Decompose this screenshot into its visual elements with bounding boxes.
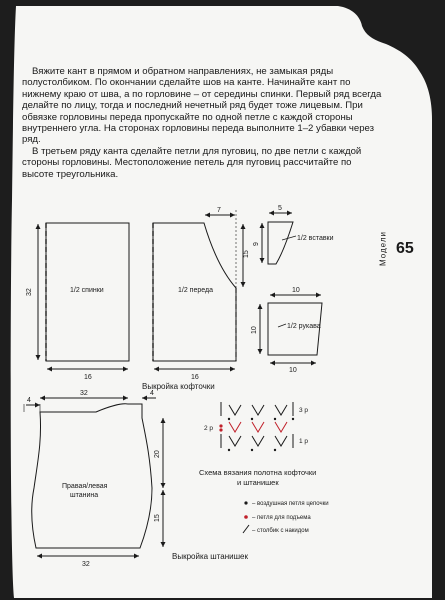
turning-stitch-icon xyxy=(244,515,248,519)
stitch-v xyxy=(252,405,264,415)
chain-dot xyxy=(292,418,294,420)
scheme-caption-line1: Схема вязания полотна кофточки xyxy=(199,468,317,477)
back-width-value: 16 xyxy=(84,374,92,381)
sleeve-leader xyxy=(278,324,286,327)
front-label: 1/2 переда xyxy=(178,287,213,294)
stitch-v-red xyxy=(275,422,287,432)
paragraph: Вяжите кант в прямом и обратном направлениях, не замыкая ряды полустолбиком. По окончании сделайте шов на канте. Начинайте кант по нижнему краю от шва, а по горловине – от середины спинки. Первый ряд всегда делайте по лицу, тогда и последний нечетный ряд будет тоже лицевым. При обвязке горловины переда пропускайте по одной петле с каждой стороны внутреннего угла. На сторонах горловины переда выполните 1–2 убавки через ряд. xyxy=(22,66,382,146)
row-2-label: 2 р xyxy=(204,425,214,432)
pants-upper-height-value: 20 xyxy=(154,450,161,458)
row-1-label: 1 р xyxy=(299,438,309,445)
stitch-v xyxy=(252,436,264,446)
sleeve-bottom-value: 10 xyxy=(289,367,297,374)
stitch-scheme xyxy=(221,402,293,448)
chain-dot xyxy=(228,418,230,420)
page-number: 65 xyxy=(396,240,414,257)
double-crochet-icon xyxy=(243,525,249,533)
insert-leader xyxy=(282,236,296,240)
pants-label-line2: штанина xyxy=(70,492,99,499)
stitch-v-red xyxy=(229,422,241,432)
neck-width-value: 7 xyxy=(217,207,221,214)
front-width-value: 16 xyxy=(191,374,199,381)
chain-dot xyxy=(274,418,276,420)
insert-piece-outline xyxy=(268,222,293,264)
stitch-v xyxy=(275,436,287,446)
stitch-v-red xyxy=(252,422,264,432)
pants-caption: Выкройка штанишек xyxy=(172,552,248,561)
jacket-caption: Выкройка кофточки xyxy=(142,382,215,391)
stitch-chain-dots xyxy=(219,418,294,451)
sleeve-top-value: 10 xyxy=(292,287,300,294)
chain-dot xyxy=(274,449,276,451)
chain-dot xyxy=(251,449,253,451)
pants-bottom-value: 32 xyxy=(82,561,90,568)
sleeve-label: 1/2 рукава xyxy=(287,323,321,330)
stitch-v xyxy=(229,405,241,415)
insert-width-value: 5 xyxy=(278,205,282,212)
neck-depth-value: 15 xyxy=(243,250,250,258)
chain-dot xyxy=(219,428,222,431)
pants-lower-height-value: 15 xyxy=(154,514,161,522)
row-3-label: 3 р xyxy=(299,407,309,414)
chain-stitch-icon xyxy=(244,501,247,504)
pants-piece-outline xyxy=(32,404,152,548)
stitch-v xyxy=(229,436,241,446)
back-label: 1/2 спинки xyxy=(70,287,104,294)
insert-label: 1/2 вставки xyxy=(297,235,334,242)
stitch-v xyxy=(275,405,287,415)
pants-label-line1: Правая/левая xyxy=(62,483,108,490)
legend-item: – воздушная петля цепочки xyxy=(252,501,329,507)
pants-top-left-value: 4 xyxy=(27,397,31,404)
section-label: Модели xyxy=(378,231,388,267)
scheme-legend xyxy=(243,501,329,534)
chain-dot xyxy=(251,418,253,420)
scheme-caption-line2: и штанишек xyxy=(237,478,279,487)
legend-item: – столбик с накидом xyxy=(252,528,309,534)
back-height-value: 32 xyxy=(26,288,33,296)
insert-height-value: 9 xyxy=(253,242,260,246)
chain-dot xyxy=(228,449,230,451)
chain-dot xyxy=(219,424,222,427)
pants-top-value: 32 xyxy=(80,390,88,397)
legend-item: – петля для подъема xyxy=(252,515,311,521)
paragraph: В третьем ряду канта сделайте петли для пуговиц, по две петли с каждой стороны горловины. Местоположение петель для пуговиц рассчитайте по высоте треугольника. xyxy=(22,145,362,180)
pants-top-right-value: 4 xyxy=(150,390,154,397)
sleeve-height-value: 10 xyxy=(251,326,258,334)
